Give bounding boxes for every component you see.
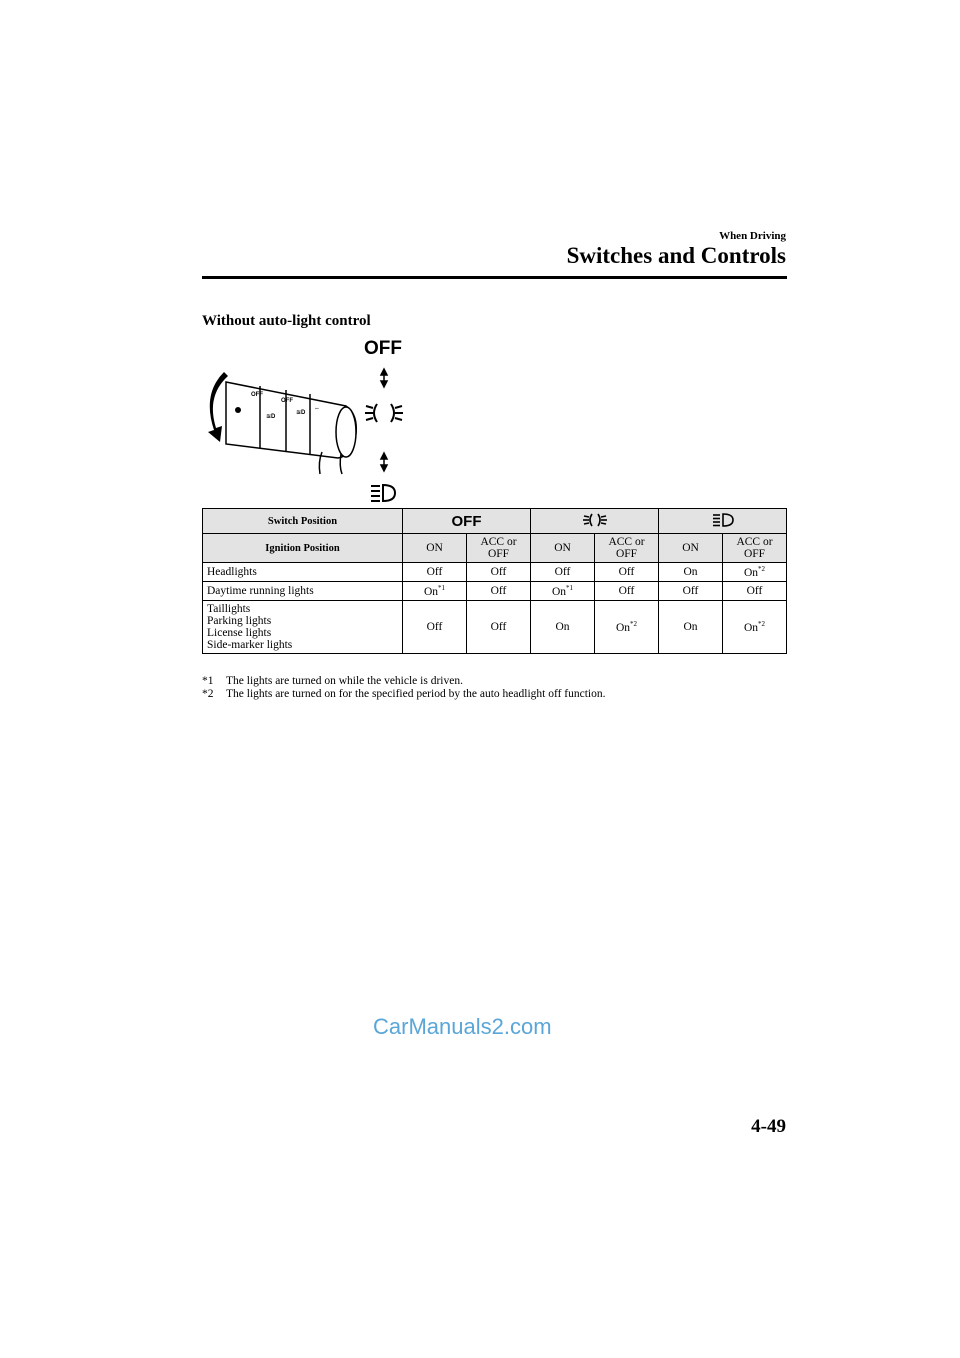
ignition-value: ON xyxy=(403,534,467,563)
table-cell: On xyxy=(659,600,723,653)
section-title: Without auto-light control xyxy=(202,313,371,329)
table-row xyxy=(203,600,787,653)
table-cell: Off xyxy=(403,563,467,582)
table-cell: On xyxy=(531,600,595,653)
table-cell: Off xyxy=(659,581,723,600)
svg-text:≋D: ≋D xyxy=(296,410,306,416)
ignition-value: ON xyxy=(531,534,595,563)
table-cell: On$^{*2}$ xyxy=(723,600,787,653)
table-cell: On$^{*1}$ xyxy=(403,581,467,600)
switch-position-label: Switch Position xyxy=(203,509,403,534)
ignition-value: ACC or OFF xyxy=(723,534,787,563)
ignition-value: ACC or OFF xyxy=(595,534,659,563)
page-title: Switches and Controls xyxy=(566,243,786,268)
svg-text:OFF: OFF xyxy=(281,398,293,404)
switch-off-symbol: OFF xyxy=(403,509,531,534)
switch-position-table xyxy=(202,508,787,654)
footnote: *1 The lights are turned on while the vehicle is driven. xyxy=(202,675,463,687)
footnote-ref: *2 xyxy=(758,565,766,573)
table-cell: Off xyxy=(467,563,531,582)
lever-stalk xyxy=(226,382,356,474)
footnote-ref: *1 xyxy=(566,583,574,592)
table-cell: On$^{*1}$ xyxy=(531,581,595,600)
row-label: Taillights Parking lights License lights Side-marker lights xyxy=(203,600,403,653)
rotation-arrow-icon xyxy=(208,372,228,442)
ignition-value: ON xyxy=(659,534,723,563)
footnote-ref: *1 xyxy=(438,583,446,592)
footnote-ref: *2 xyxy=(630,619,638,628)
footnote-ref: *2 xyxy=(758,619,766,628)
switch-headlights-symbol xyxy=(659,509,787,534)
table-cell: Off xyxy=(723,581,787,600)
svg-text:≋D: ≋D xyxy=(266,414,276,420)
svg-text:OFF: OFF xyxy=(251,392,263,398)
headlights-icon xyxy=(711,513,735,527)
up-down-arrow-icon xyxy=(381,369,387,387)
row-label: Daytime running lights xyxy=(203,581,403,600)
table-cell: Off xyxy=(403,600,467,653)
table-cell: Off xyxy=(467,600,531,653)
headlights-icon xyxy=(371,485,395,501)
switch-parking-symbol xyxy=(531,509,659,534)
up-down-arrow-icon xyxy=(381,453,387,471)
page-number: 4-49 xyxy=(751,1116,786,1137)
watermark-link[interactable]: CarManuals2.com xyxy=(373,1014,552,1039)
table-cell: Off xyxy=(595,563,659,582)
ignition-value: ACC or OFF xyxy=(467,534,531,563)
parking-lights-icon xyxy=(365,404,403,422)
table-cell: On xyxy=(659,563,723,582)
table-row xyxy=(203,563,787,582)
table-cell: On$^{*2}$ xyxy=(595,600,659,653)
ignition-position-label: Ignition Position xyxy=(203,534,403,563)
svg-text:⇔: ⇔ xyxy=(314,406,320,412)
header-section-label: When Driving xyxy=(719,230,786,242)
table-cell: Off xyxy=(531,563,595,582)
parking-lights-icon xyxy=(582,513,608,527)
table-cell: Off xyxy=(467,581,531,600)
table-cell: On$^{*2}$ xyxy=(723,563,787,582)
off-label: OFF xyxy=(364,338,402,359)
table-cell: Off xyxy=(595,581,659,600)
header-rule xyxy=(202,276,787,279)
light-switch-figure xyxy=(196,334,436,510)
row-label: Headlights xyxy=(203,563,403,582)
table-row xyxy=(203,581,787,600)
footnote: *2 The lights are turned on for the specified period by the auto headlight off function. xyxy=(202,688,606,700)
